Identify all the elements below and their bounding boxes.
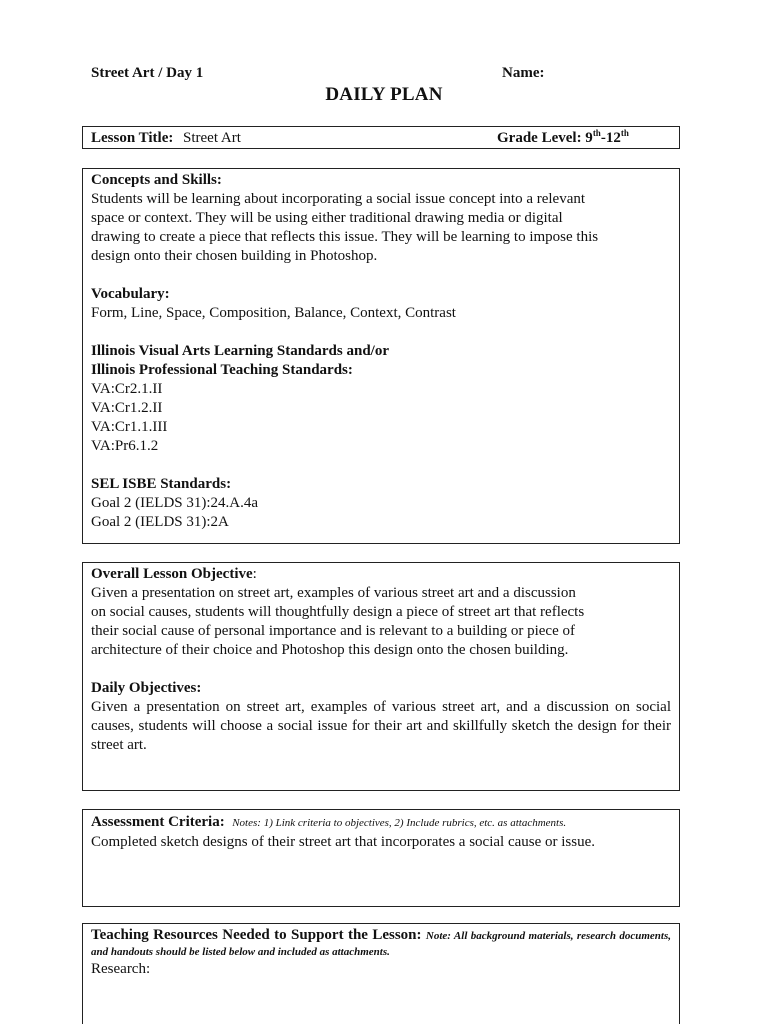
lesson-title-value: Street Art	[183, 130, 241, 146]
daily-objectives-heading: Daily Objectives:	[91, 680, 202, 696]
objective-line: Given a presentation on street art, examples of various street art and a discussion	[91, 585, 576, 601]
lesson-title-box	[82, 126, 680, 149]
standard-item: VA:Cr2.1.II	[91, 381, 163, 397]
assessment-body: Completed sketch designs of their street art that incorporates a social cause or issue.	[91, 834, 596, 850]
resources-heading: Teaching Resources Needed to Support the Lesson:	[91, 927, 422, 943]
objective-line: their social cause of personal importance and is relevant to a building or piece of	[91, 623, 575, 639]
objective-line: on social causes, students will thoughtfully design a piece of street art that reflects	[91, 604, 585, 620]
concepts-heading: Concepts and Skills:	[91, 172, 222, 188]
objective-line: architecture of their choice and Photoshop this design onto the chosen building.	[91, 642, 569, 658]
assessment-heading-line: Assessment Criteria: Notes: 1) Link criteria to objectives, 2) Include rubrics, etc. as attachments.	[91, 814, 567, 830]
resources-note: Note: All background materials, research documents, and handouts should be listed below and included as attachments.	[91, 930, 671, 958]
concepts-line: space or context. They will be using either traditional drawing media or digital	[91, 210, 563, 226]
page-title: DAILY PLAN	[325, 84, 443, 105]
standard-item: VA:Cr1.1.III	[91, 419, 168, 435]
assessment-heading: Assessment Criteria:	[91, 814, 225, 830]
resources-box	[82, 923, 680, 1024]
standard-item: VA:Cr1.2.II	[91, 400, 163, 416]
sel-item: Goal 2 (IELDS 31):2A	[91, 514, 229, 530]
research-label: Research:	[91, 961, 151, 977]
standards-heading: Illinois Professional Teaching Standards:	[91, 362, 353, 378]
concepts-box	[82, 168, 680, 544]
assessment-box	[82, 809, 680, 907]
concepts-line: drawing to create a piece that reflects this issue. They will be learning to impose this	[91, 229, 599, 245]
daily-objectives-text: Given a presentation on street art, examples of various street art, and a discussion on social causes, students will choose a social issue for their art and skillfully sketch the design for their street art.	[91, 699, 671, 753]
name-label: Name:	[502, 65, 545, 81]
vocabulary-list: Form, Line, Space, Composition, Balance, Context, Contrast	[91, 305, 456, 321]
vocabulary-heading: Vocabulary:	[91, 286, 170, 302]
resources-heading-line	[91, 928, 671, 960]
objective-box	[82, 562, 680, 791]
objective-heading: Overall Lesson Objective:	[91, 566, 257, 582]
sel-heading: SEL ISBE Standards:	[91, 476, 232, 492]
assessment-note: Notes: 1) Link criteria to objectives, 2) Include rubrics, etc. as attachments	[232, 817, 564, 829]
standards-heading: Illinois Visual Arts Learning Standards and/or	[91, 343, 389, 359]
concepts-line: design onto their chosen building in Photoshop.	[91, 248, 378, 264]
unit-day-label: Street Art / Day 1	[91, 65, 204, 81]
concepts-line: Students will be learning about incorporating a social issue concept into a relevant	[91, 191, 586, 207]
grade-level: Grade Level: 9th-12th	[497, 128, 629, 146]
lesson-title-label: Lesson Title:	[91, 130, 174, 146]
standard-item: VA:Pr6.1.2	[91, 438, 159, 454]
sel-item: Goal 2 (IELDS 31):24.A.4a	[91, 495, 259, 511]
